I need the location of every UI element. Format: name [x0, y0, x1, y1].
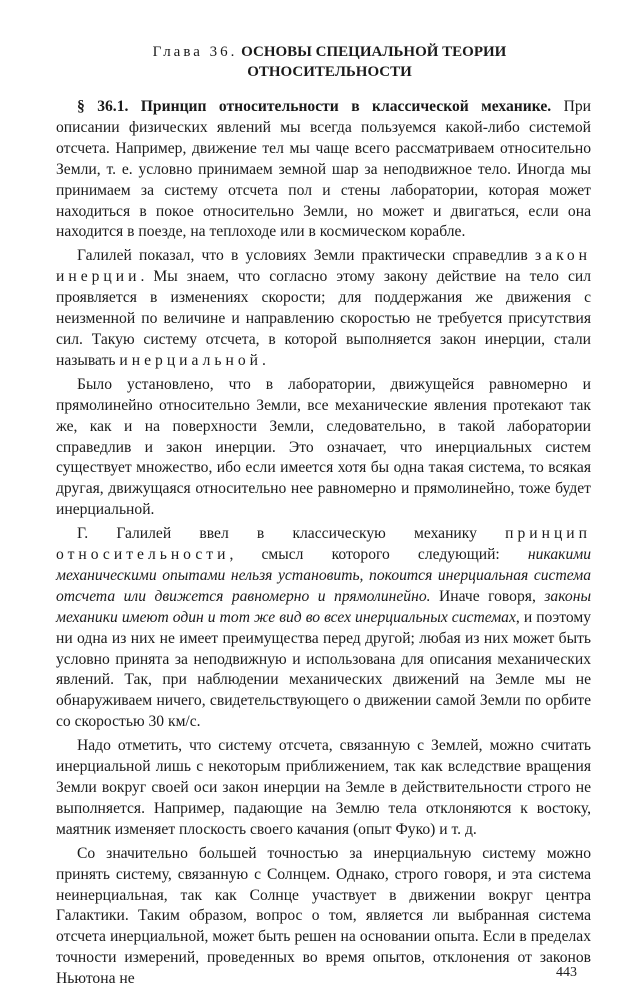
chapter-title-line2: ОТНОСИТЕЛЬНОСТИ — [247, 64, 412, 80]
page-number: 443 — [556, 965, 577, 980]
spaced-term-relativity-principle: принцип относительности — [56, 525, 591, 564]
chapter-heading — [60, 42, 599, 82]
paragraph-1-text: При описании физических явлений мы всегда пользуемся какой-либо системой отсчета. Например, движение тел мы чаще всего рассматриваем относительно Земли, т. е. условно принимаем земной шар за неподвижное тело. Иногда мы принимаем за систему отсчета пол и стены лаборатории, которая может находиться в покое относительно Земли, но может и двигаться, если она находится в поезде, на теплоходе или в космическом корабле. — [56, 98, 591, 241]
paragraph-2 — [56, 246, 591, 371]
paragraph-5-text: Надо отметить, что систему отсчета, связанную с Землей, можно считать инерциальной лишь с некоторым приближением, так как вследствие вращения Земли вокруг своей оси закон инерции на Земле в действительности строго не выполняется. Например, падающие на Землю тела отклоняются к востоку, маятник изменяет плоскость своего качания (опыт Фуко) и т. д. — [56, 737, 591, 838]
paragraph-6 — [56, 844, 591, 990]
body-text — [56, 97, 591, 990]
paragraph-4-text-3: Иначе говоря, — [439, 587, 536, 605]
paragraph-3 — [56, 375, 591, 521]
paragraph-2-text-1: Галилей показал, что в условиях Земли практически справедлив — [77, 247, 528, 265]
paragraph-1 — [56, 97, 591, 243]
paragraph-3-text: Было установлено, что в лаборатории, движущейся равномерно и прямолинейно относительно Земли, все механические явления протекают так же, как и на поверхности Земли, следовательно, в такой лаборатории справедлив и закон инерции. Это означает, что инерциальных систем существует множество, ибо если имеется хотя бы одна такая система, то всякая другая, движущаяся относительно нее равномерно и прямолинейно, тоже будет инерциальной. — [56, 375, 591, 519]
paragraph-2-text-3: . — [261, 351, 266, 369]
paragraph-4-text-4: , и поэтому ни одна из них не имеет преимущества перед другой; любая из них может быть условно принята за неподвижную и использована для описания механических явлений. Так, при наблюдении механических движений на Земле мы не обнаруживаем ничего, свидетельствующего о движении самой Земли по орбите со скоростью 30 км/с. — [56, 608, 591, 731]
paragraph-6-text: Со значительно большей точностью за инерциальную систему можно принять систему, связанную с Солнцем. Однако, строго говоря, и эта система неинерциальная, так как Солнце участвует в движении вокруг центра Галактики. Таким образом, вопрос о том, является ли выбранная система отсчета инерциальной, может быть решен на основании опыта. Если в пределах точности измерений, проведенных во время опытов, отклонения от законов Ньютона не — [56, 844, 591, 988]
spaced-term-inertial: инерциальной — [119, 351, 262, 369]
chapter-title-line1: ОСНОВЫ СПЕЦИАЛЬНОЙ ТЕОРИИ — [241, 44, 507, 60]
section-title: § 36.1. Принцип относительности в классической механике. — [77, 98, 552, 115]
chapter-label: Глава 36. — [152, 44, 238, 60]
paragraph-2-text-2: . Мы знаем, что согласно этому закону действие на тело сил проявляется в изменениях скорости; для поддержания же движения с неизменной по величине и направлению скоростью не требуется присутствия сил. Такую систему отсчета, в которой выполняется закон инерции, стали называть — [56, 268, 591, 369]
italic-statement-1: никакими механическими опытами нельзя установить, покоится инерциальная система отсчета или движется равномерно и прямолинейно. — [56, 546, 591, 605]
paragraph-5 — [56, 736, 591, 841]
paragraph-4-text-1: Г. Галилей ввел в классическую механику — [77, 525, 477, 543]
italic-statement-2: законы механики имеют один и тот же вид во всех инерциальных системах — [56, 587, 592, 626]
paragraph-4 — [56, 524, 591, 733]
spaced-term-law-of-inertia: закон инерции — [56, 247, 592, 286]
paragraph-4-text-2: , смысл которого следующий: — [229, 546, 500, 564]
